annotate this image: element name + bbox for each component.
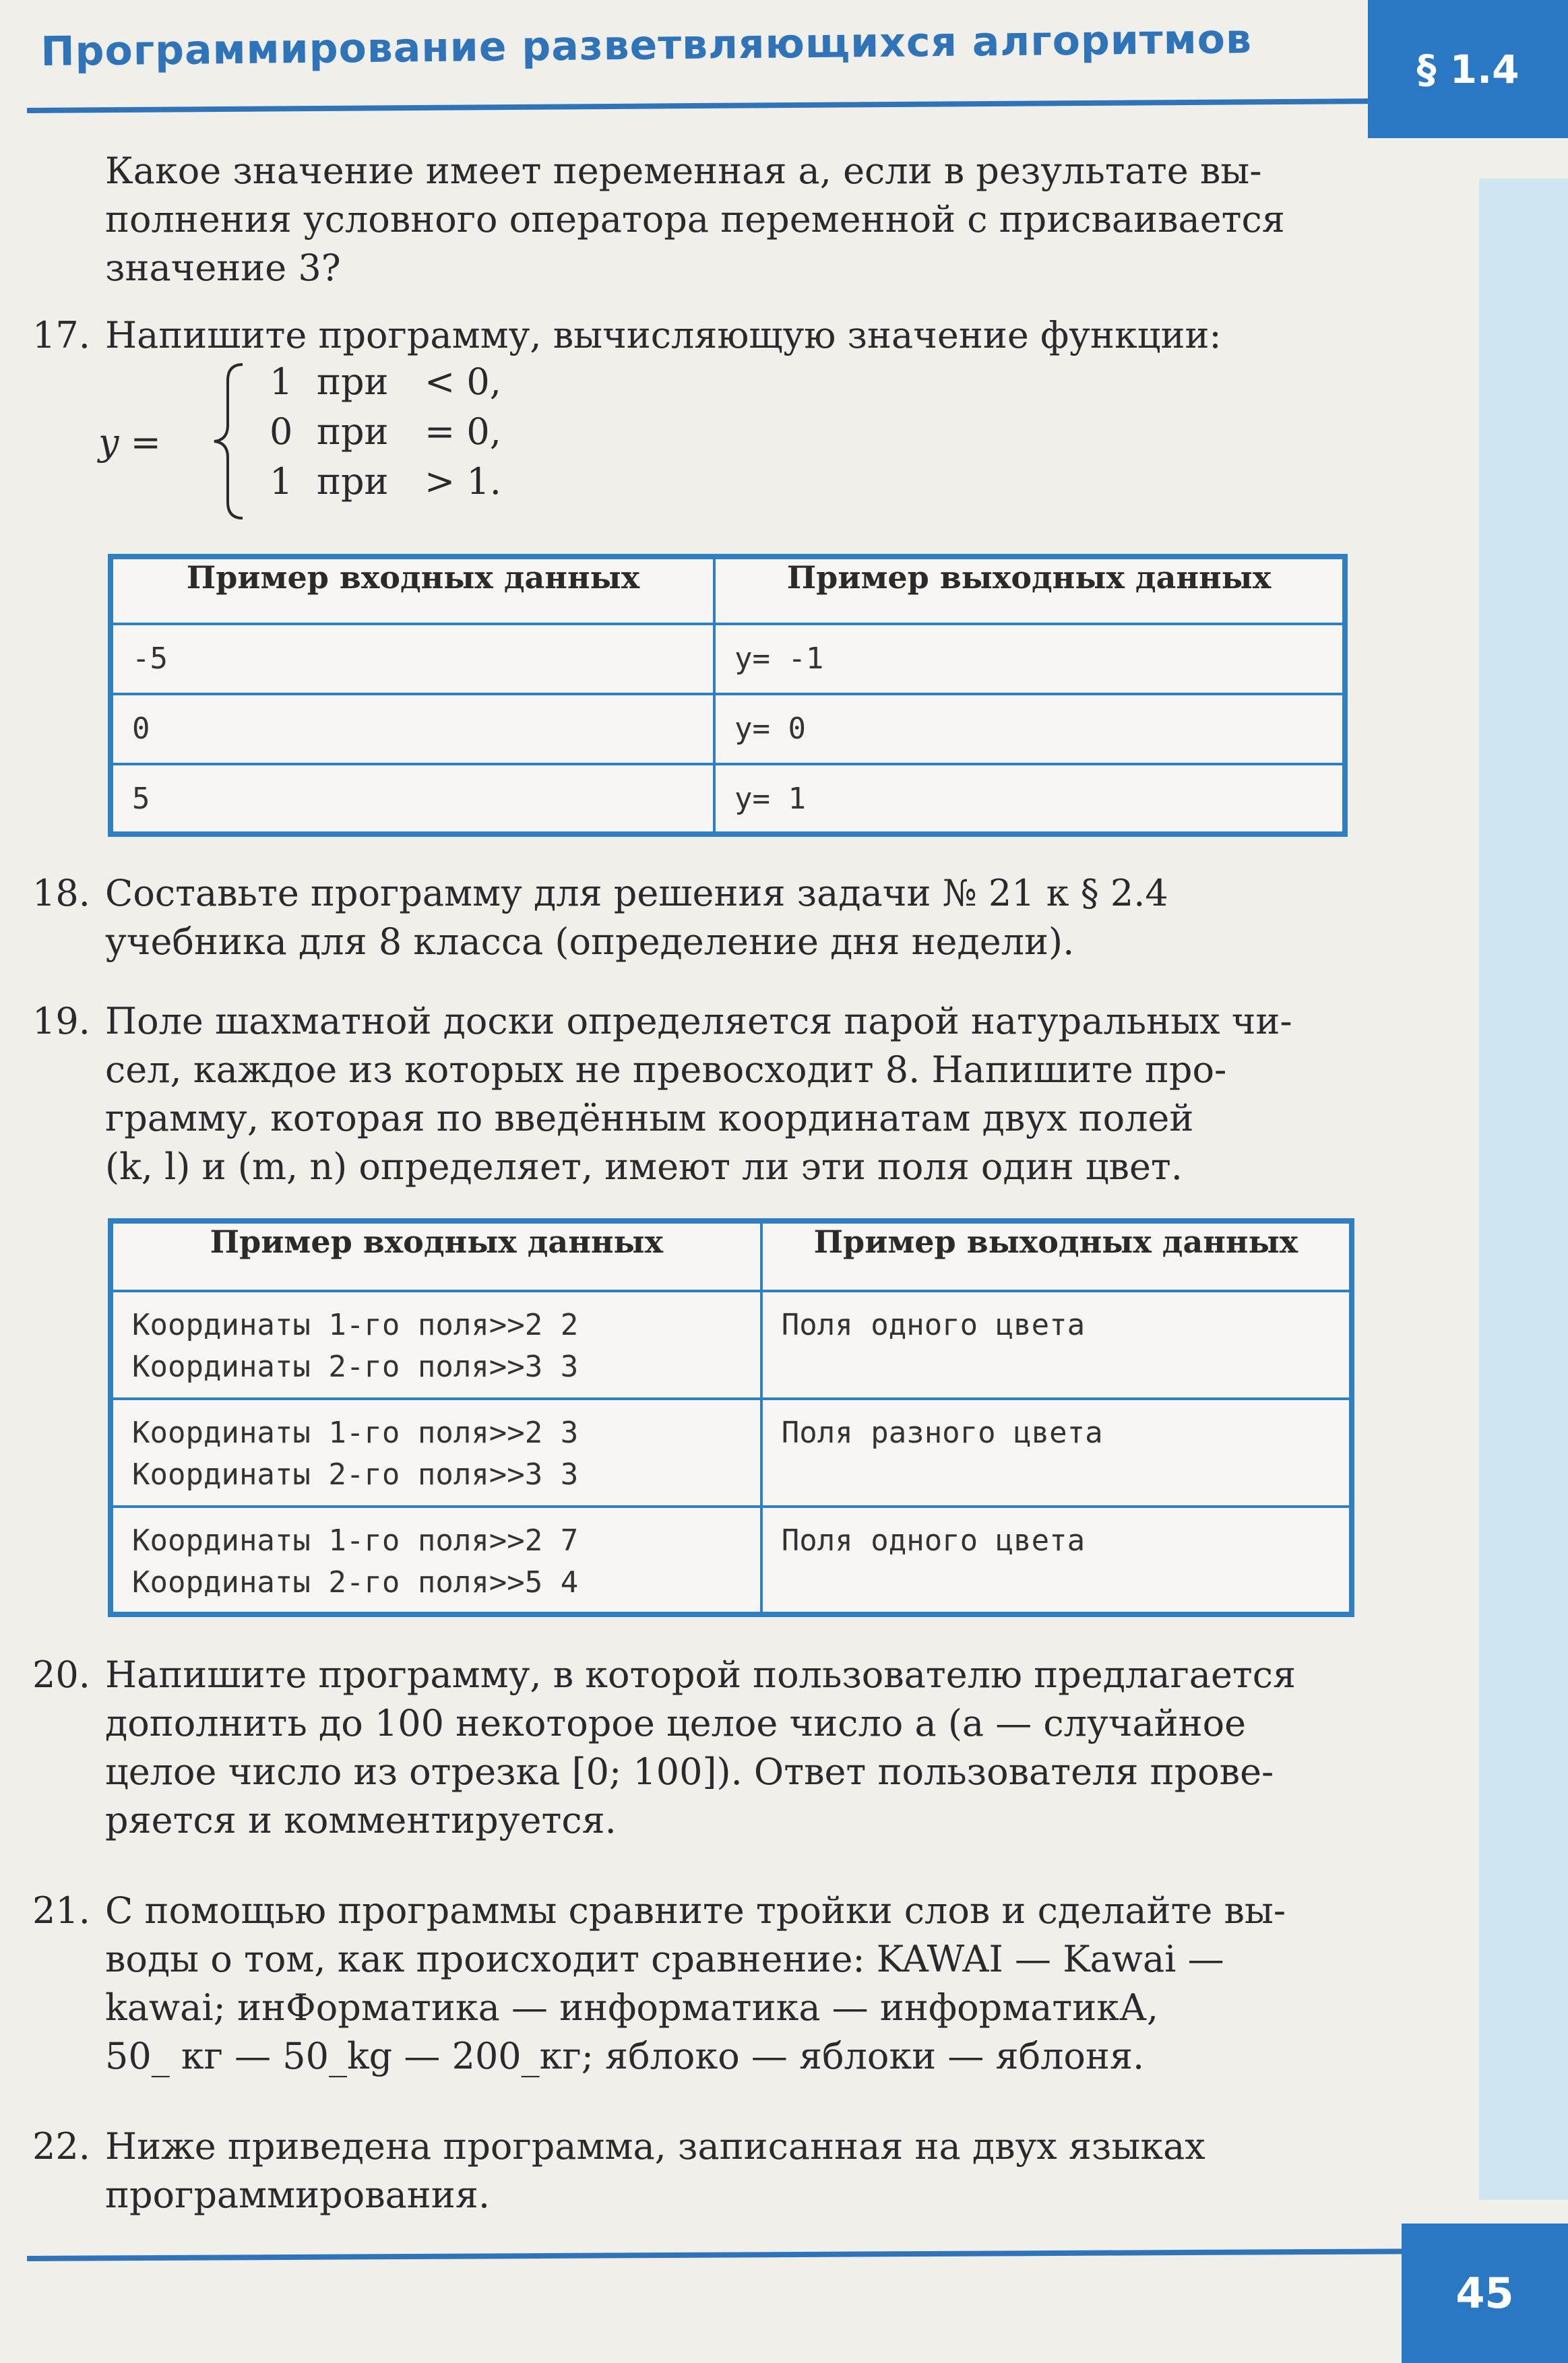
text-line: Поле шахматной доски определяется парой натуральных чи-	[105, 1000, 1292, 1042]
continuation-text	[105, 147, 1419, 292]
text-line: значение 3?	[105, 247, 341, 289]
text-line: ряется и комментируется.	[105, 1799, 617, 1841]
function-case: 0 при = 0,	[270, 410, 501, 453]
problem-text	[105, 997, 1441, 1191]
problem-text	[105, 1651, 1441, 1845]
text-line: С помощью программы сравните тройки слов и сделайте вы-	[105, 1889, 1286, 1932]
text-line: программирования.	[105, 2174, 491, 2216]
table-cell: Поля одного цвета	[761, 1507, 1352, 1614]
text-line: Напишите программу, в которой пользователю предлагается	[105, 1653, 1296, 1696]
text-line: полнения условного оператора переменной с присваивается	[105, 198, 1285, 241]
text-line: дополнить до 100 некоторое целое число a (a — случайное	[105, 1702, 1247, 1744]
problem-19	[32, 997, 1441, 1191]
problem-text: Напишите программу, вычисляющую значение функции:	[105, 314, 1222, 356]
table-header: Пример выходных данных	[714, 557, 1345, 624]
problem-number: 18.	[32, 872, 90, 914]
table-header: Пример входных данных	[111, 557, 714, 624]
piecewise-function	[94, 360, 701, 522]
table-cell: y= 0	[714, 694, 1345, 764]
table-cell: y= -1	[714, 624, 1345, 694]
example-table-17	[108, 554, 1348, 837]
problem-22	[32, 2122, 1441, 2219]
table-cell: Координаты 1-го поля>>2 7 Координаты 2-го поля>>5 4	[111, 1507, 761, 1614]
table-cell: Координаты 1-го поля>>2 2 Координаты 2-го поля>>3 3	[111, 1291, 761, 1399]
table-header: Пример входных данных	[111, 1221, 761, 1291]
page-number: 45	[1402, 2224, 1568, 2363]
table-cell: y= 1	[714, 764, 1345, 834]
text-line: 50_ кг — 50_kg — 200_кг; яблоко — яблоки — яблоня.	[105, 2035, 1145, 2077]
text-line: грамму, которая по введённым координатам двух полей	[105, 1097, 1194, 1139]
table-cell: 0	[111, 694, 714, 764]
problem-number: 19.	[32, 1000, 90, 1042]
table-row	[111, 764, 1345, 834]
table-cell: -5	[111, 624, 714, 694]
problem-21	[32, 1887, 1441, 2081]
problem-17	[32, 311, 1441, 360]
problem-18	[32, 869, 1441, 966]
page-header-title: Программирование разветвляющихся алгоритмов	[40, 15, 1253, 75]
text-line: Составьте программу для решения задачи № 21 к § 2.4	[105, 872, 1168, 914]
function-lhs: y =	[98, 421, 161, 464]
table-cell: Координаты 1-го поля>>2 3 Координаты 2-го поля>>3 3	[111, 1399, 761, 1507]
table-cell: Поля разного цвета	[761, 1399, 1352, 1507]
text-line: Какое значение имеет переменная а, если в результате вы-	[105, 150, 1262, 192]
margin-strip	[1479, 179, 1568, 2200]
table-row	[111, 694, 1345, 764]
header-rule	[27, 98, 1368, 113]
table-row	[111, 624, 1345, 694]
problem-20	[32, 1651, 1441, 1845]
function-case: 1 при < 0,	[270, 360, 501, 403]
text-line: целое число из отрезка [0; 100]). Ответ пользователя прове-	[105, 1751, 1274, 1793]
left-brace-icon	[209, 360, 249, 522]
text-line: учебника для 8 класса (определение дня недели).	[105, 920, 1075, 963]
table-row	[111, 1399, 1352, 1507]
table-cell: 5	[111, 764, 714, 834]
problem-number: 17.	[32, 314, 90, 356]
text-line: (k, l) и (m, n) определяет, имеют ли эти поля один цвет.	[105, 1145, 1183, 1188]
problem-text	[105, 1887, 1441, 2081]
table-cell: Поля одного цвета	[761, 1291, 1352, 1399]
section-badge: § 1.4	[1368, 0, 1568, 138]
table-row	[111, 1507, 1352, 1614]
table-header: Пример выходных данных	[761, 1221, 1352, 1291]
text-line: kawai; инФорматика — информатика — информатикА,	[105, 1986, 1159, 2029]
example-table-19	[108, 1218, 1354, 1617]
problem-number: 21.	[32, 1889, 90, 1932]
text-line: сел, каждое из которых не превосходит 8. Напишите про-	[105, 1048, 1227, 1091]
table-row	[111, 1291, 1352, 1399]
problem-text	[105, 869, 1441, 966]
footer-rule	[27, 2248, 1402, 2261]
function-case: 1 при > 1.	[270, 460, 501, 503]
text-line: воды о том, как происходит сравнение: KAWAI — Kawai —	[105, 1938, 1224, 1980]
problem-number: 22.	[32, 2125, 90, 2168]
problem-number: 20.	[32, 1653, 90, 1696]
text-line: Ниже приведена программа, записанная на двух языках	[105, 2125, 1205, 2168]
problem-text	[105, 2122, 1441, 2219]
